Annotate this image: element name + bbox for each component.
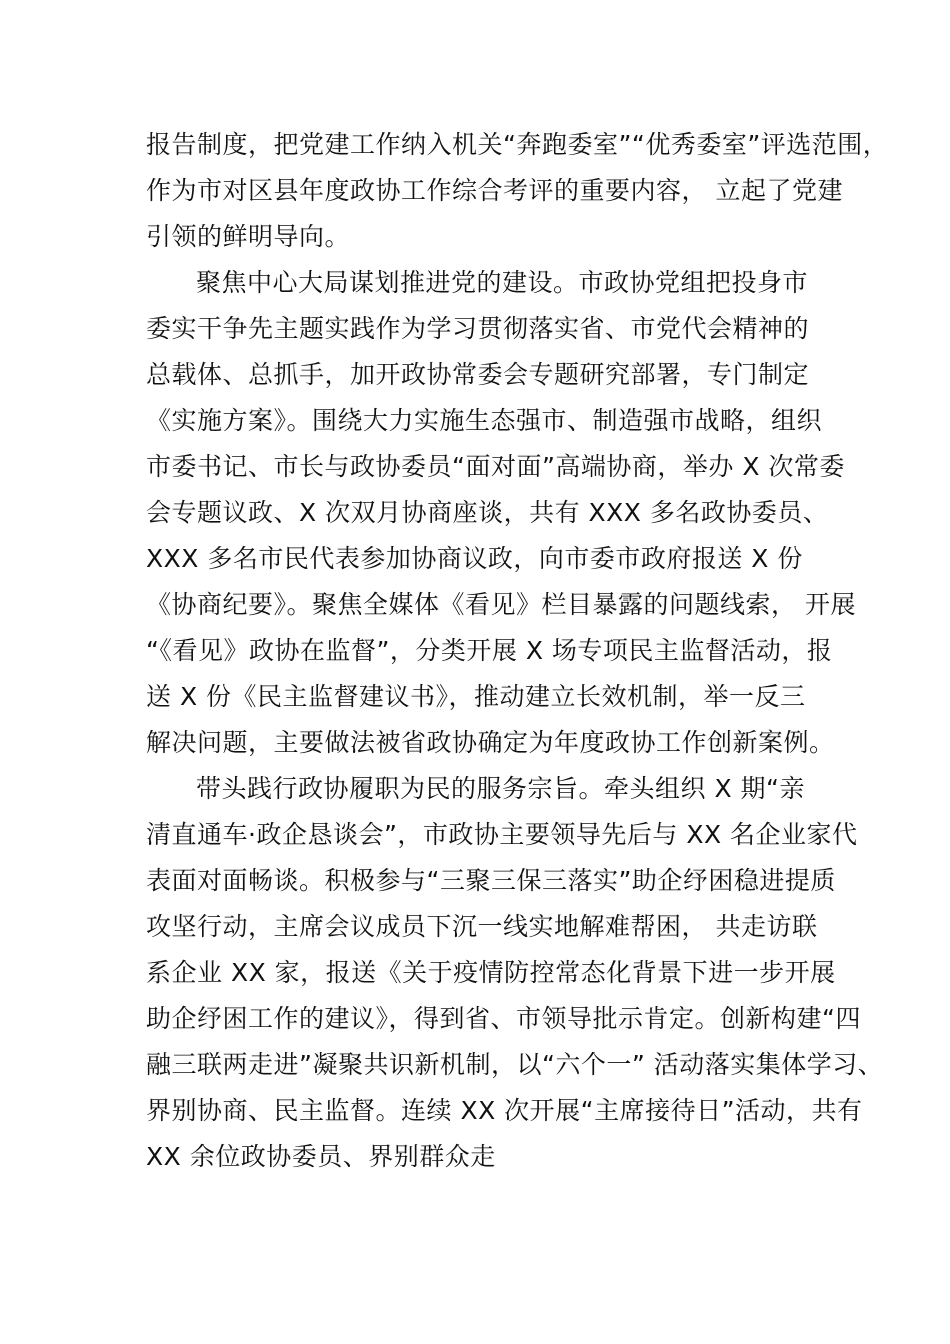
text-line: “《看见》政协在监督”，分类开展 X 场专项民主监督活动，报 <box>146 636 833 665</box>
text-line: XX 余位政协委员、界别群众走 <box>146 1142 496 1171</box>
text-line: 界别协商、民主监督。连续 XX 次开展“主席接待日”活动，共有 <box>146 1096 863 1125</box>
text-line: 引领的鲜明导向。 <box>146 222 351 251</box>
text-line: 市委书记、市长与政协委员“面对面”高端协商，举办 X 次常委 <box>146 452 845 481</box>
text-line: 助企纾困工作的建议》，得到省、市领导批示肯定。创新构建“四 <box>146 1004 861 1033</box>
text-line: XXX 多名市民代表参加协商议政，向市委市政府报送 X 份 <box>146 544 803 573</box>
text-line: 作为市对区县年度政协工作综合考评的重要内容， 立起了党建 <box>146 176 843 205</box>
text-line: 攻坚行动，主席会议成员下沉一线实地解难帮困， 共走访联 <box>146 912 818 941</box>
text-line: 委实干争先主题实践作为学习贯彻落实省、市党代会精神的 <box>146 314 810 343</box>
text-line: 报告制度，把党建工作纳入机关“奔跑委室”“优秀委室”评选范围， <box>146 130 889 159</box>
text-line: 融三联两走进”凝聚共识新机制，以“六个一” 活动落实集体学习、 <box>146 1050 884 1079</box>
text-line: 表面对面畅谈。积极参与“三聚三保三落实”助企纾困稳进提质 <box>146 866 836 895</box>
text-line: 系企业 XX 家，报送《关于疫情防控常态化背景下进一步开展 <box>146 958 836 987</box>
text-line: 会专题议政、X 次双月协商座谈，共有 XXX 多名政协委员、 <box>146 498 829 527</box>
text-line: 《实施方案》。围绕大力实施生态强市、制造强市战略，组织 <box>146 406 823 435</box>
paragraph-start-line: 聚焦中心大局谋划推进党的建设。市政协党组把投身市 <box>196 268 809 297</box>
text-line: 送 X 份《民主监督建议书》，推动建立长效机制，举一反三 <box>146 682 806 711</box>
text-line: 《协商纪要》。聚焦全媒体《看见》栏目暴露的问题线索， 开展 <box>146 590 856 619</box>
text-line: 清直通车·政企恳谈会”，市政协主要领导先后与 XX 名企业家代 <box>146 820 858 849</box>
text-line: 解决问题，主要做法被省政协确定为年度政协工作创新案例。 <box>146 728 835 757</box>
paragraph-start-line: 带头践行政协履职为民的服务宗旨。牵头组织 X 期“亲 <box>196 774 805 803</box>
text-line: 总载体、总抓手，加开政协常委会专题研究部署，专门制定 <box>146 360 810 389</box>
